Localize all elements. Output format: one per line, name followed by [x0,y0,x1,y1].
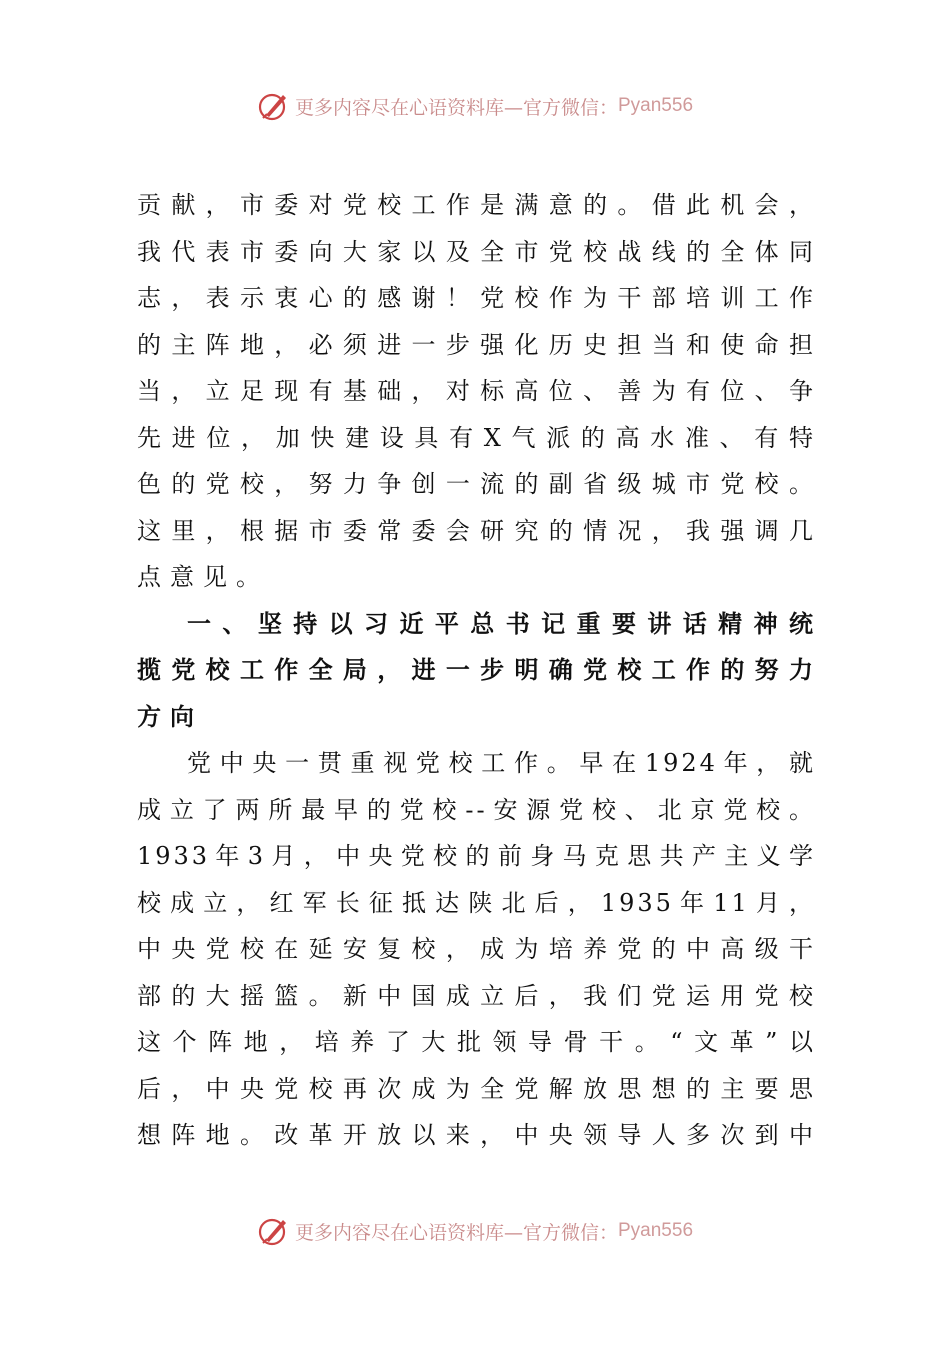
text-line: 点意见。 [137,563,269,591]
text-line: 先进位，加快建设具有X气派的高水准、有特 [137,423,816,452]
watermark-wechat-id: Pyan556 [618,95,694,116]
text-line: 1933年3月，中央党校的前身马克思共产主义学 [137,842,816,870]
watermark-text: 更多内容尽在心语资料库—官方微信： [294,96,618,119]
watermark-footer [0,1211,950,1251]
document-body [137,182,816,1159]
text-line: 的主阵地，必须进一步强化历史担当和使命担 [137,330,816,359]
text-line: 志，表示衷心的感谢！党校作为干部培训工作 [137,284,816,312]
text-line: 当，立足现有基础，对标高位、善为有位、争 [137,377,816,405]
pen-nib-logo-icon [257,1214,291,1248]
text-line: 党中央一贯重视党校工作。早在1924年，就 [187,749,816,777]
text-line: 贡献，市委对党校工作是满意的。借此机会， [137,191,816,219]
heading-line: 方向 [137,702,203,731]
pen-nib-logo-icon [257,89,291,123]
watermark-header [0,86,950,126]
watermark-wechat-id: Pyan556 [618,1220,694,1241]
text-line: 这里，根据市委常委会研究的情况，我强调几 [137,516,816,545]
heading-line: 揽党校工作全局，进一步明确党校工作的努力 [137,656,816,684]
section-heading [137,601,816,741]
heading-line: 一、坚持以习近平总书记重要讲话精神统 [187,609,816,638]
paragraph-2 [137,740,816,1159]
text-line: 成立了两所最早的党校--安源党校、北京党校。 [137,795,816,824]
text-line: 这个阵地，培养了大批领导骨干。“文革”以 [137,1028,816,1056]
text-line: 中央党校在延安复校，成为培养党的中高级干 [137,935,816,963]
text-line: 色的党校，努力争创一流的副省级城市党校。 [137,470,816,498]
text-line: 想阵地。改革开放以来，中央领导人多次到中 [137,1121,816,1149]
text-line: 我代表市委向大家以及全市党校战线的全体同 [137,237,816,266]
text-line: 后，中央党校再次成为全党解放思想的主要思 [137,1074,816,1103]
text-line: 校成立，红军长征抵达陕北后，1935年11月， [137,888,816,917]
text-line: 部的大摇篮。新中国成立后，我们党运用党校 [137,981,816,1010]
paragraph-1 [137,182,816,601]
watermark-text: 更多内容尽在心语资料库—官方微信： [294,1221,618,1244]
